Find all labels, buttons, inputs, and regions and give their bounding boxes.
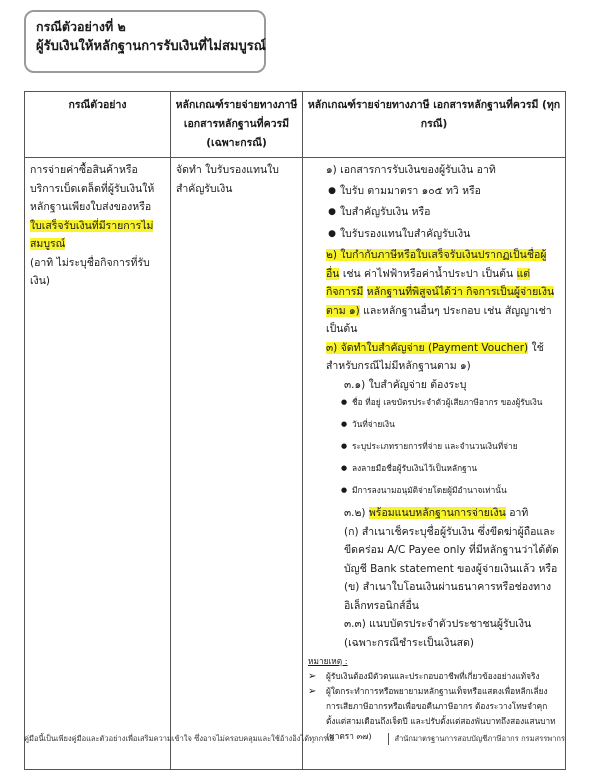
table-row — [25, 158, 566, 770]
cell-criteria-all — [303, 158, 566, 770]
list-item: ● ระบุประเภทรายการที่จ่าย และจำนวนเงินที่จ่าย — [308, 438, 559, 455]
header-example-case: กรณีตัวอย่าง — [25, 92, 171, 158]
item-3-3: ๓.๓) แนบบัตรประจำตัวประชาชนผู้รับเงิน (เฉพาะกรณีชำระเป็นเงินสด) — [344, 618, 532, 649]
list-item: ● วันที่จ่ายเงิน — [308, 416, 559, 433]
note-item: ➢ ผู้รับเงินต้องมีตัวตนและประกอบอาชีพที่เกี่ยวข้องอย่างแท้จริง — [308, 671, 540, 682]
list-item: ● ลงลายมือชื่อผู้รับเงินไว้เป็นหลักฐาน — [308, 460, 559, 477]
list-item: ● ชื่อ ที่อยู่ เลขบัตรประจำตัวผู้เสียภาษีอากร ของผู้รับเงิน — [308, 394, 559, 411]
bullet-icon: ● — [328, 228, 336, 239]
bullet-icon: ● — [340, 464, 348, 472]
specific-criteria-text: จัดทำ ใบรับรองแทนใบสำคัญรับเงิน — [176, 164, 279, 195]
bullet-icon: ● — [340, 398, 348, 406]
case-description: การจ่ายค่าซื้อสินค้าหรือบริการเบ็ดเตล็ดที่ผู้รับเงินให้หลักฐานเพียงใบส่งของหรือ — [30, 164, 155, 213]
header-criteria-specific: หลักเกณฑ์รายจ่ายทางภาษี เอกสารหลักฐานที่ควรมี (เฉพาะกรณี) — [171, 92, 303, 158]
bullet-icon: ● — [340, 442, 348, 450]
footer-org: สำนักมาตรฐานการสอบบัญชีภาษีอากร กรมสรรพากร — [388, 733, 566, 745]
criteria-table — [24, 91, 566, 770]
list-item: ● ใบรับ ตามมาตรา ๑๐๕ ทวิ หรือ — [308, 182, 559, 201]
note-title: หมายเหตุ : — [308, 656, 348, 666]
item-2: ๒) ใบกำกับภาษีหรือใบเสร็จรับเงินปรากฏเป็นชื่อผู้อื่น เช่น ค่าไฟฟ้าหรือค่าน้ำประปา เป็นต้น แต่กิจการมี หลักฐานที่พิสูจน์ได้ว่า กิจการเป็นผู้จ่ายเงินตาม ๑) และหลักฐานอื่นๆ ประกอบ เช่น สัญญาเช่า เป็นต้น — [326, 249, 555, 335]
case-highlight: ใบเสร็จรับเงินที่มีรายการไม่สมบูรณ์ — [30, 219, 154, 250]
item-3-2: ๓.๒) พร้อมแนบหลักฐานการจ่ายเงิน อาทิ — [344, 507, 529, 519]
bullet-icon: ● — [340, 486, 348, 494]
header-criteria-all: หลักเกณฑ์รายจ่ายทางภาษี เอกสารหลักฐานที่ควรมี (ทุกกรณี) — [303, 92, 566, 158]
bullet-icon: ● — [328, 207, 336, 217]
item-3-2-a: (ก) สำเนาเช็คระบุชื่อผู้รับเงิน ซึ่งขีดฆ่าผู้ถือและขีดคร่อม A/C Payee only ที่มีหลักฐานว่าได้ตัดบัญชี Bank statement ของผู้จ่ายเงินแล้ว หรือ — [344, 525, 559, 575]
case-label: กรณีตัวอย่างที่ ๒ — [36, 19, 126, 34]
bullet-icon: ● — [340, 420, 348, 428]
list-item: ● มีการลงนามอนุมัติจ่ายโดยผู้มีอำนาจเท่านั้น — [308, 482, 559, 499]
list-item: ● ใบสำคัญรับเงิน หรือ — [308, 203, 559, 222]
item-3-1: ๓.๑) ใบสำคัญจ่าย ต้องระบุ — [344, 378, 467, 391]
item-3-2-b: (ข) สำเนาใบโอนเงินผ่านธนาคารหรือช่องทางอิเล็กทรอนิกส์อื่น — [344, 581, 552, 612]
arrow-icon: ➢ — [308, 671, 317, 682]
cell-example-case — [25, 158, 171, 770]
item-3: ๓) จัดทำใบสำคัญจ่าย (Payment Voucher) ใช้สำหรับกรณีไม่มีหลักฐานตาม ๑) — [326, 341, 544, 372]
page-footer — [24, 733, 565, 745]
notes-section — [308, 654, 559, 744]
cell-criteria-specific — [171, 158, 303, 770]
note-item: ➢ ผู้ใดกระทำการหรือพยายามหลักฐานเท็จหรือแสดงเพื่อหลีกเลี่ยงการเสียภาษีอากรหรือเพื่อขอคืนภาษีอากร ต้องระวางโทษจำคุกตั้งแต่สามเดือนถึงเจ็ดปี และปรับตั้งแต่สองพันบาทถึงสองแสนบาท (มาตรา ๓๗) — [308, 684, 559, 744]
bullet-icon: ● — [328, 185, 336, 196]
arrow-icon: ➢ — [308, 686, 317, 697]
case-title-box — [24, 10, 266, 73]
list-item: ● ใบรับรองแทนใบสำคัญรับเงิน — [308, 225, 559, 244]
item-1: ๑) เอกสารการรับเงินของผู้รับเงิน อาทิ — [326, 164, 496, 176]
case-example-note: (อาทิ ไม่ระบุชื่อกิจการที่รับเงิน) — [30, 256, 150, 287]
footer-disclaimer: คู่มือนี้เป็นเพียงคู่มือและตัวอย่างเพื่อเสริมความเข้าใจ ซึ่งอาจไม่ครอบคลุมและใช้อ้างอิงได้ทุกกรณี — [24, 734, 335, 743]
case-title: ผู้รับเงินให้หลักฐานการรับเงินที่ไม่สมบูรณ์ — [36, 39, 266, 54]
table-header-row — [25, 92, 566, 158]
